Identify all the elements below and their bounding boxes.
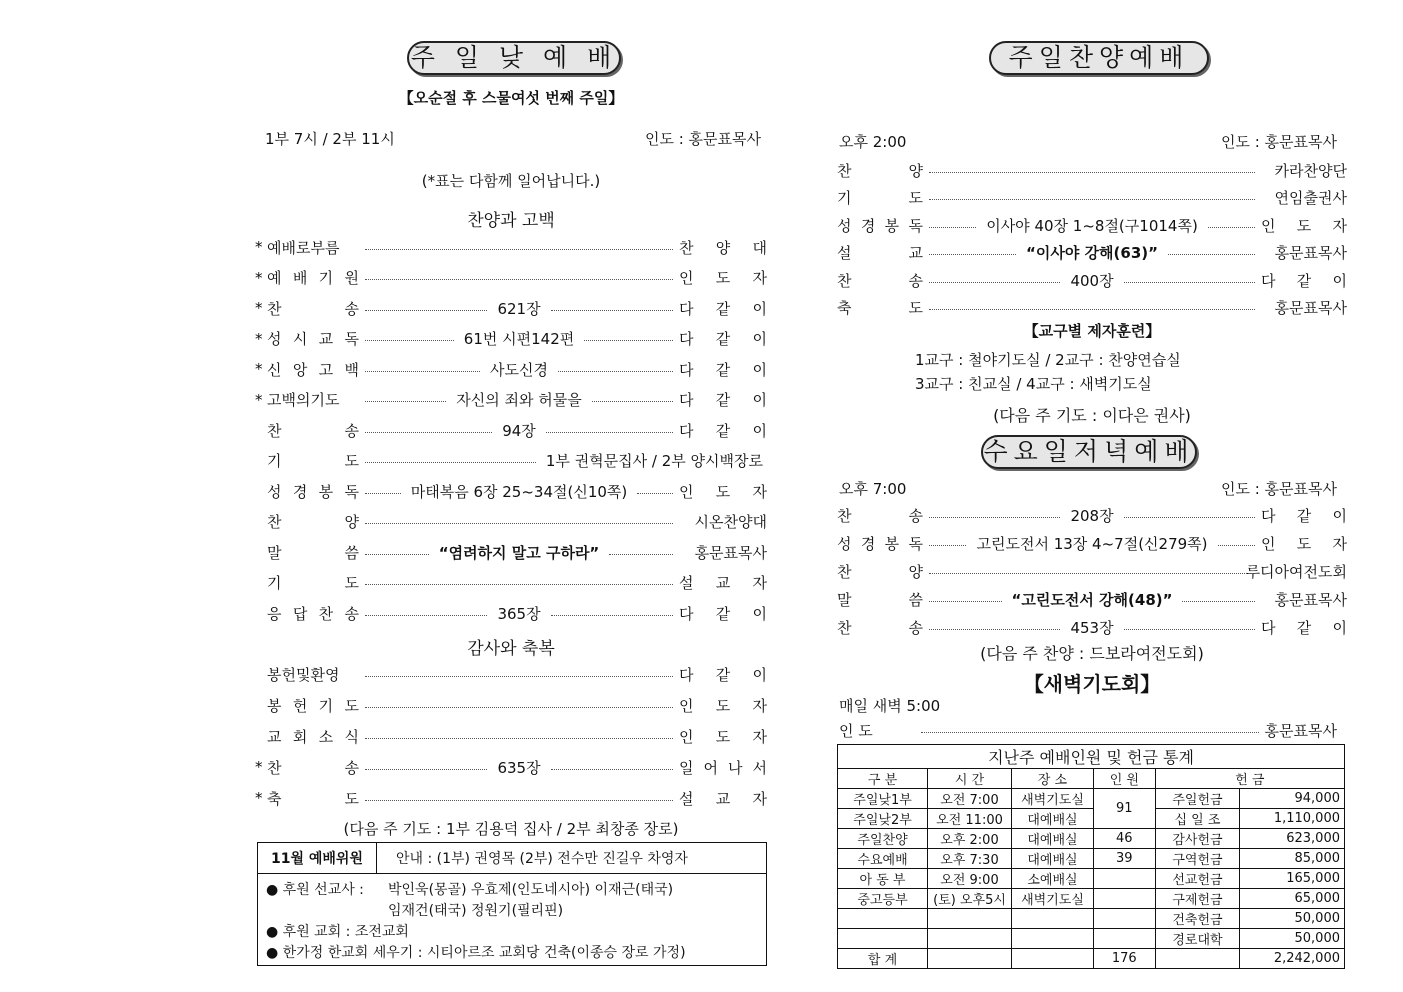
order-label: 성 경 봉 독 <box>837 534 923 553</box>
dot-leader <box>1218 545 1255 546</box>
dot-leader <box>365 676 673 677</box>
order-label: 고백의기도 <box>267 391 340 409</box>
dawn-title: 【새벽기도회】 <box>1023 672 1161 696</box>
stats-title: 지난주 예배인원 및 헌금 통계 <box>838 745 1345 769</box>
order-label: 설 교 <box>837 244 923 262</box>
dot-leader <box>929 517 1060 518</box>
stats-cell: 50,000 <box>1240 909 1345 929</box>
order-performer: 다 같 이 <box>1261 271 1347 290</box>
stats-cell: 주일찬양 <box>838 829 928 849</box>
dot-leader <box>637 493 673 494</box>
order-row <box>255 329 767 349</box>
dot-leader <box>365 554 429 555</box>
order-label: 봉 헌 기 도 <box>267 696 359 715</box>
dawn-time: 매일 새벽 5:00 <box>839 697 941 715</box>
order-row <box>837 243 1347 263</box>
order-performer: 다 같 이 <box>679 665 767 684</box>
stats-cell: (토) 오후5시 <box>928 889 1012 909</box>
sunday-praise-title: 주일찬양예배 <box>989 41 1209 75</box>
order-label: 성 시 교 독 <box>267 330 359 348</box>
order-label: 찬 송 <box>837 271 923 290</box>
order-row <box>255 695 767 715</box>
order-label: 찬 송 <box>267 299 359 318</box>
stats-cell: 대예배실 <box>1011 809 1093 829</box>
stats-cell: 대예배실 <box>1011 829 1093 849</box>
stats-cell: 구제헌금 <box>1155 889 1240 909</box>
order-performer: 다 같 이 <box>679 299 767 318</box>
stand-mark: * <box>255 329 263 348</box>
stats-cell: 대예배실 <box>1011 849 1093 869</box>
order-performer: 다 같 이 <box>679 604 767 623</box>
stand-mark: * <box>255 238 263 256</box>
table-row <box>838 909 1345 929</box>
dot-leader <box>365 462 536 463</box>
order-performer: 일 어 나 서 <box>679 758 767 777</box>
order-performer: 다 같 이 <box>679 421 768 440</box>
order-performer: 인 도 자 <box>679 727 767 746</box>
stats-cell <box>1094 909 1156 929</box>
order-detail: 고린도전서 13장 4~7절(신279쪽) <box>972 533 1211 554</box>
stats-title-row <box>838 745 1345 769</box>
order-row <box>255 420 767 440</box>
dot-leader <box>365 432 492 433</box>
stats-cell: 오후 2:00 <box>928 829 1012 849</box>
stats-cell: 아 동 부 <box>838 869 928 889</box>
dot-leader <box>929 254 1016 255</box>
stand-mark: * <box>255 789 263 807</box>
dot-leader <box>929 573 1255 574</box>
stats-cell: 165,000 <box>1240 869 1345 889</box>
order-row <box>837 505 1347 525</box>
order-label: 예 배 기 원 <box>267 269 359 287</box>
order-performer: 홍문표목사 <box>694 543 768 562</box>
stats-cell: 오전 11:00 <box>928 809 1012 829</box>
order-detail: 208장 <box>1066 505 1117 526</box>
order-row <box>255 237 767 257</box>
order-performer: 설 교 자 <box>679 789 767 808</box>
order-label: 찬 양 <box>267 513 359 531</box>
order-row <box>255 512 767 532</box>
order-detail: 1부 권혁문집사 / 2부 양시백장로 <box>542 450 767 471</box>
stats-cell: 85,000 <box>1240 849 1345 869</box>
stand-mark: * <box>255 390 263 409</box>
stats-cell: 선교헌금 <box>1155 869 1240 889</box>
order-performer: 다 같 이 <box>679 391 767 409</box>
order-label: 찬 송 <box>267 421 359 440</box>
missionary-label: ● 후원 선교사 : <box>266 882 364 898</box>
dot-leader <box>365 523 673 524</box>
order-row <box>837 617 1347 637</box>
order-row <box>255 603 767 623</box>
stats-cell: 경로대학 <box>1155 929 1240 949</box>
order-label: 찬 송 <box>837 618 923 637</box>
order-performer: 다 같 이 <box>679 360 767 379</box>
stats-cell: 감사헌금 <box>1155 829 1240 849</box>
order-row <box>255 542 767 562</box>
order-row <box>837 215 1347 235</box>
dawn-leader: 홍문표목사 <box>1264 721 1337 740</box>
order-row <box>255 664 767 684</box>
dot-leader <box>365 615 487 616</box>
wednesday-leader: 인도 : 홍문표목사 <box>1220 480 1337 498</box>
stats-cell <box>1155 949 1240 969</box>
stats-cell: 94,000 <box>1240 789 1345 809</box>
table-row <box>838 929 1345 949</box>
section-praise-confession: 찬양과 고백 <box>467 211 555 231</box>
order-label: 성 경 봉 독 <box>837 216 923 235</box>
stats-merged-count: 91 <box>1094 789 1156 829</box>
order-detail: 자신의 죄와 허물을 <box>452 389 585 410</box>
stats-cell: 오전 7:00 <box>928 789 1012 809</box>
table-row <box>838 829 1345 849</box>
stats-header: 구 분 <box>838 769 928 789</box>
stats-header: 인 원 <box>1094 769 1156 789</box>
order-label: 예배로부름 <box>267 238 340 257</box>
order-row <box>255 390 767 410</box>
wednesday-time: 오후 7:00 <box>839 480 907 498</box>
order-row <box>255 481 767 501</box>
stats-cell: 39 <box>1094 849 1156 869</box>
stats-table <box>837 744 1345 969</box>
stats-header: 시 간 <box>928 769 1012 789</box>
dot-leader <box>921 732 1259 733</box>
order-label: 찬 양 <box>837 562 923 581</box>
supported-church: ● 후원 교회 : 조전교회 <box>266 924 409 940</box>
training-line2: 3교구 : 친교실 / 4교구 : 새벽기도실 <box>915 375 1152 393</box>
order-performer: 연임출권사 <box>1274 189 1347 207</box>
stats-cell: 주일낮2부 <box>838 809 928 829</box>
order-detail: “고린도전서 강해(48)” <box>1008 589 1177 610</box>
stats-cell: 오후 7:30 <box>928 849 1012 869</box>
dot-leader <box>551 310 673 311</box>
dot-leader <box>592 401 673 402</box>
missionary-line1: 박인욱(몽골) 우효제(인도네시아) 이재근(태국) <box>388 882 674 898</box>
order-row <box>255 788 767 808</box>
table-row <box>838 809 1345 829</box>
order-label: 말 씀 <box>267 543 359 562</box>
order-performer: 다 같 이 <box>679 330 768 348</box>
dot-leader <box>551 615 673 616</box>
dot-leader <box>365 584 673 585</box>
order-detail: 453장 <box>1066 617 1117 638</box>
stats-cell: 주일헌금 <box>1155 789 1240 809</box>
table-row <box>838 789 1345 809</box>
dawn-label: 인 도 <box>839 721 873 740</box>
section-thanks-blessing: 감사와 축복 <box>467 639 555 659</box>
stats-cell: 새벽기도실 <box>1011 789 1093 809</box>
order-label: 축 도 <box>267 789 359 808</box>
stand-mark: * <box>255 268 263 287</box>
table-row <box>838 849 1345 869</box>
order-label: 찬 송 <box>267 758 359 777</box>
praise-next-prayer: (다음 주 기도 : 이다은 권사) <box>993 406 1191 425</box>
order-performer: 홍문표목사 <box>1274 244 1348 262</box>
liturgical-subtitle: 【오순절 후 스물여섯 번째 주일】 <box>398 89 624 107</box>
order-label: 봉헌및환영 <box>267 665 340 684</box>
stats-total-count: 176 <box>1094 949 1156 969</box>
dot-leader <box>365 340 454 341</box>
order-performer: 인 도 자 <box>679 482 768 501</box>
dot-leader <box>1182 601 1255 602</box>
stats-total-row <box>838 949 1345 969</box>
wednesday-next: (다음 주 찬양 : 드보라여전도회) <box>980 644 1204 663</box>
order-label: 축 도 <box>837 299 923 317</box>
order-performer: 인 도 자 <box>1261 216 1347 235</box>
service-leader: 인도 : 홍문표목사 <box>644 130 761 148</box>
stats-cell <box>928 929 1012 949</box>
order-label: 말 씀 <box>837 590 923 609</box>
dot-leader <box>365 800 673 801</box>
order-row <box>255 573 767 593</box>
order-performer: 인 도 자 <box>679 269 767 287</box>
dot-leader <box>1124 517 1255 518</box>
training-title: 【교구별 제자훈련】 <box>1023 322 1161 340</box>
order-detail: 마태복음 6장 25~34절(신10쪽) <box>407 481 632 502</box>
dot-leader <box>365 738 673 739</box>
order-row <box>837 270 1347 290</box>
stats-cell <box>1094 889 1156 909</box>
order-label: 기 도 <box>267 452 359 470</box>
stand-mark: * <box>255 758 263 776</box>
dot-leader <box>365 310 487 311</box>
order-row <box>255 268 767 288</box>
order-label: 신 앙 고 백 <box>267 360 359 379</box>
dot-leader <box>551 769 673 770</box>
wednesday-title: 수요일저녁예배 <box>981 435 1197 469</box>
stats-header-row <box>838 769 1345 789</box>
order-row <box>255 298 767 318</box>
stats-cell: 50,000 <box>1240 929 1345 949</box>
order-label: 찬 송 <box>837 506 923 525</box>
stand-note: (*표는 다함께 일어납니다.) <box>421 172 601 190</box>
stats-cell <box>838 909 928 929</box>
stats-cell: 1,110,000 <box>1240 809 1345 829</box>
order-detail: “이사야 강해(63)” <box>1022 242 1162 263</box>
order-performer: 카라찬양단 <box>1274 161 1347 180</box>
dot-leader <box>1124 629 1255 630</box>
dot-leader <box>365 279 673 280</box>
dot-leader <box>929 545 966 546</box>
stats-cell <box>1011 949 1093 969</box>
praise-leader: 인도 : 홍문표목사 <box>1220 133 1337 151</box>
stats-cell: 구역헌금 <box>1155 849 1240 869</box>
dot-leader <box>365 249 673 250</box>
service-times: 1부 7시 / 2부 11시 <box>265 130 395 148</box>
dot-leader <box>365 769 487 770</box>
stats-cell: 소예배실 <box>1011 869 1093 889</box>
stats-cell <box>838 929 928 949</box>
order-performer: 찬 양 대 <box>679 238 767 257</box>
stats-cell <box>1011 929 1093 949</box>
order-label: 기 도 <box>837 189 923 207</box>
order-detail: 이사야 40장 1~8절(구1014쪽) <box>982 215 1202 236</box>
dot-leader <box>1168 254 1255 255</box>
order-detail: 사도신경 <box>486 359 552 380</box>
order-detail: 621장 <box>493 298 544 319</box>
stats-cell: 623,000 <box>1240 829 1345 849</box>
order-row <box>255 451 767 471</box>
sunday-morning-title: 주 일 낮 예 배 <box>407 41 621 75</box>
order-row <box>255 757 767 777</box>
training-line1: 1교구 : 철야기도실 / 2교구 : 찬양연습실 <box>915 351 1181 369</box>
order-row <box>837 298 1347 318</box>
dawn-row <box>837 720 1347 740</box>
dot-leader <box>546 432 673 433</box>
order-label: 교 회 소 식 <box>267 727 359 746</box>
order-performer: 설 교 자 <box>679 574 767 592</box>
dot-leader <box>929 309 1255 310</box>
stats-cell: 새벽기도실 <box>1011 889 1093 909</box>
order-performer: 홍문표목사 <box>1274 590 1347 609</box>
order-row <box>255 359 767 379</box>
dot-leader <box>365 707 673 708</box>
order-performer: 시온찬양대 <box>694 513 767 531</box>
dot-leader <box>558 371 673 372</box>
order-performer: 다 같 이 <box>1261 506 1347 525</box>
missionary-line2: 임재건(태국) 정원기(필리핀) <box>388 903 564 919</box>
stats-header: 헌 금 <box>1155 769 1344 789</box>
stats-header: 장 소 <box>1011 769 1093 789</box>
family-church: ● 한가정 한교회 세우기 : 시티아르조 교회당 건축(이종승 장로 가정) <box>266 945 686 961</box>
dot-leader <box>1124 282 1255 283</box>
stand-mark: * <box>255 360 263 378</box>
stats-cell: 십 일 조 <box>1155 809 1240 829</box>
dot-leader <box>365 493 401 494</box>
dot-leader <box>1208 227 1255 228</box>
dot-leader <box>929 172 1255 173</box>
dot-leader <box>929 629 1060 630</box>
order-performer: 홍문표목사 <box>1274 299 1347 317</box>
dot-leader <box>929 601 1002 602</box>
usher-line: 안내 : (1부) 권영목 (2부) 전수만 진길우 차영자 <box>376 843 766 874</box>
order-detail: 365장 <box>493 603 544 624</box>
stats-cell: 중고등부 <box>838 889 928 909</box>
praise-time: 오후 2:00 <box>839 133 907 151</box>
dot-leader <box>584 340 673 341</box>
stats-total-label: 합 계 <box>838 949 928 969</box>
order-detail: 94장 <box>498 420 540 441</box>
stats-cell: 오전 9:00 <box>928 869 1012 889</box>
order-label: 성 경 봉 독 <box>267 482 359 501</box>
stats-cell: 46 <box>1094 829 1156 849</box>
order-detail: 635장 <box>493 757 544 778</box>
dot-leader <box>929 227 976 228</box>
order-row <box>837 160 1347 180</box>
order-row <box>837 533 1347 553</box>
order-performer: 인 도 자 <box>1261 534 1347 553</box>
stand-mark: * <box>255 299 263 317</box>
order-detail: 61번 시편142편 <box>460 328 578 349</box>
stats-cell: 주일낮1부 <box>838 789 928 809</box>
order-performer: 루디아여전도회 <box>1245 562 1347 581</box>
stats-cell: 65,000 <box>1240 889 1345 909</box>
stats-cell <box>1011 909 1093 929</box>
stats-cell <box>1094 869 1156 889</box>
stats-cell <box>928 949 1012 969</box>
dot-leader <box>929 199 1255 200</box>
order-row <box>255 726 767 746</box>
dot-leader <box>929 282 1060 283</box>
order-detail: “염려하지 말고 구하라” <box>435 542 604 563</box>
dot-leader <box>365 371 480 372</box>
order-label: 응 답 찬 송 <box>267 604 359 623</box>
order-row <box>837 561 1347 581</box>
order-label: 기 도 <box>267 574 359 592</box>
order-detail: 400장 <box>1066 270 1117 291</box>
order-performer: 다 같 이 <box>1261 618 1347 637</box>
stats-total-amount: 2,242,000 <box>1240 949 1345 969</box>
stats-cell: 수요예배 <box>838 849 928 869</box>
committee-label: 11월 예배위원 <box>258 843 377 874</box>
table-row <box>838 869 1345 889</box>
dot-leader <box>365 401 446 402</box>
committee-box <box>257 842 767 966</box>
order-row <box>837 188 1347 208</box>
table-row <box>838 889 1345 909</box>
next-week-prayer: (다음 주 기도 : 1부 김용덕 집사 / 2부 최창종 장로) <box>343 820 679 838</box>
stats-cell <box>1094 929 1156 949</box>
dot-leader <box>609 554 673 555</box>
stats-cell <box>928 909 1012 929</box>
order-performer: 인 도 자 <box>679 696 767 715</box>
stats-cell: 건축헌금 <box>1155 909 1240 929</box>
order-label: 찬 양 <box>837 161 923 180</box>
order-row <box>837 589 1347 609</box>
